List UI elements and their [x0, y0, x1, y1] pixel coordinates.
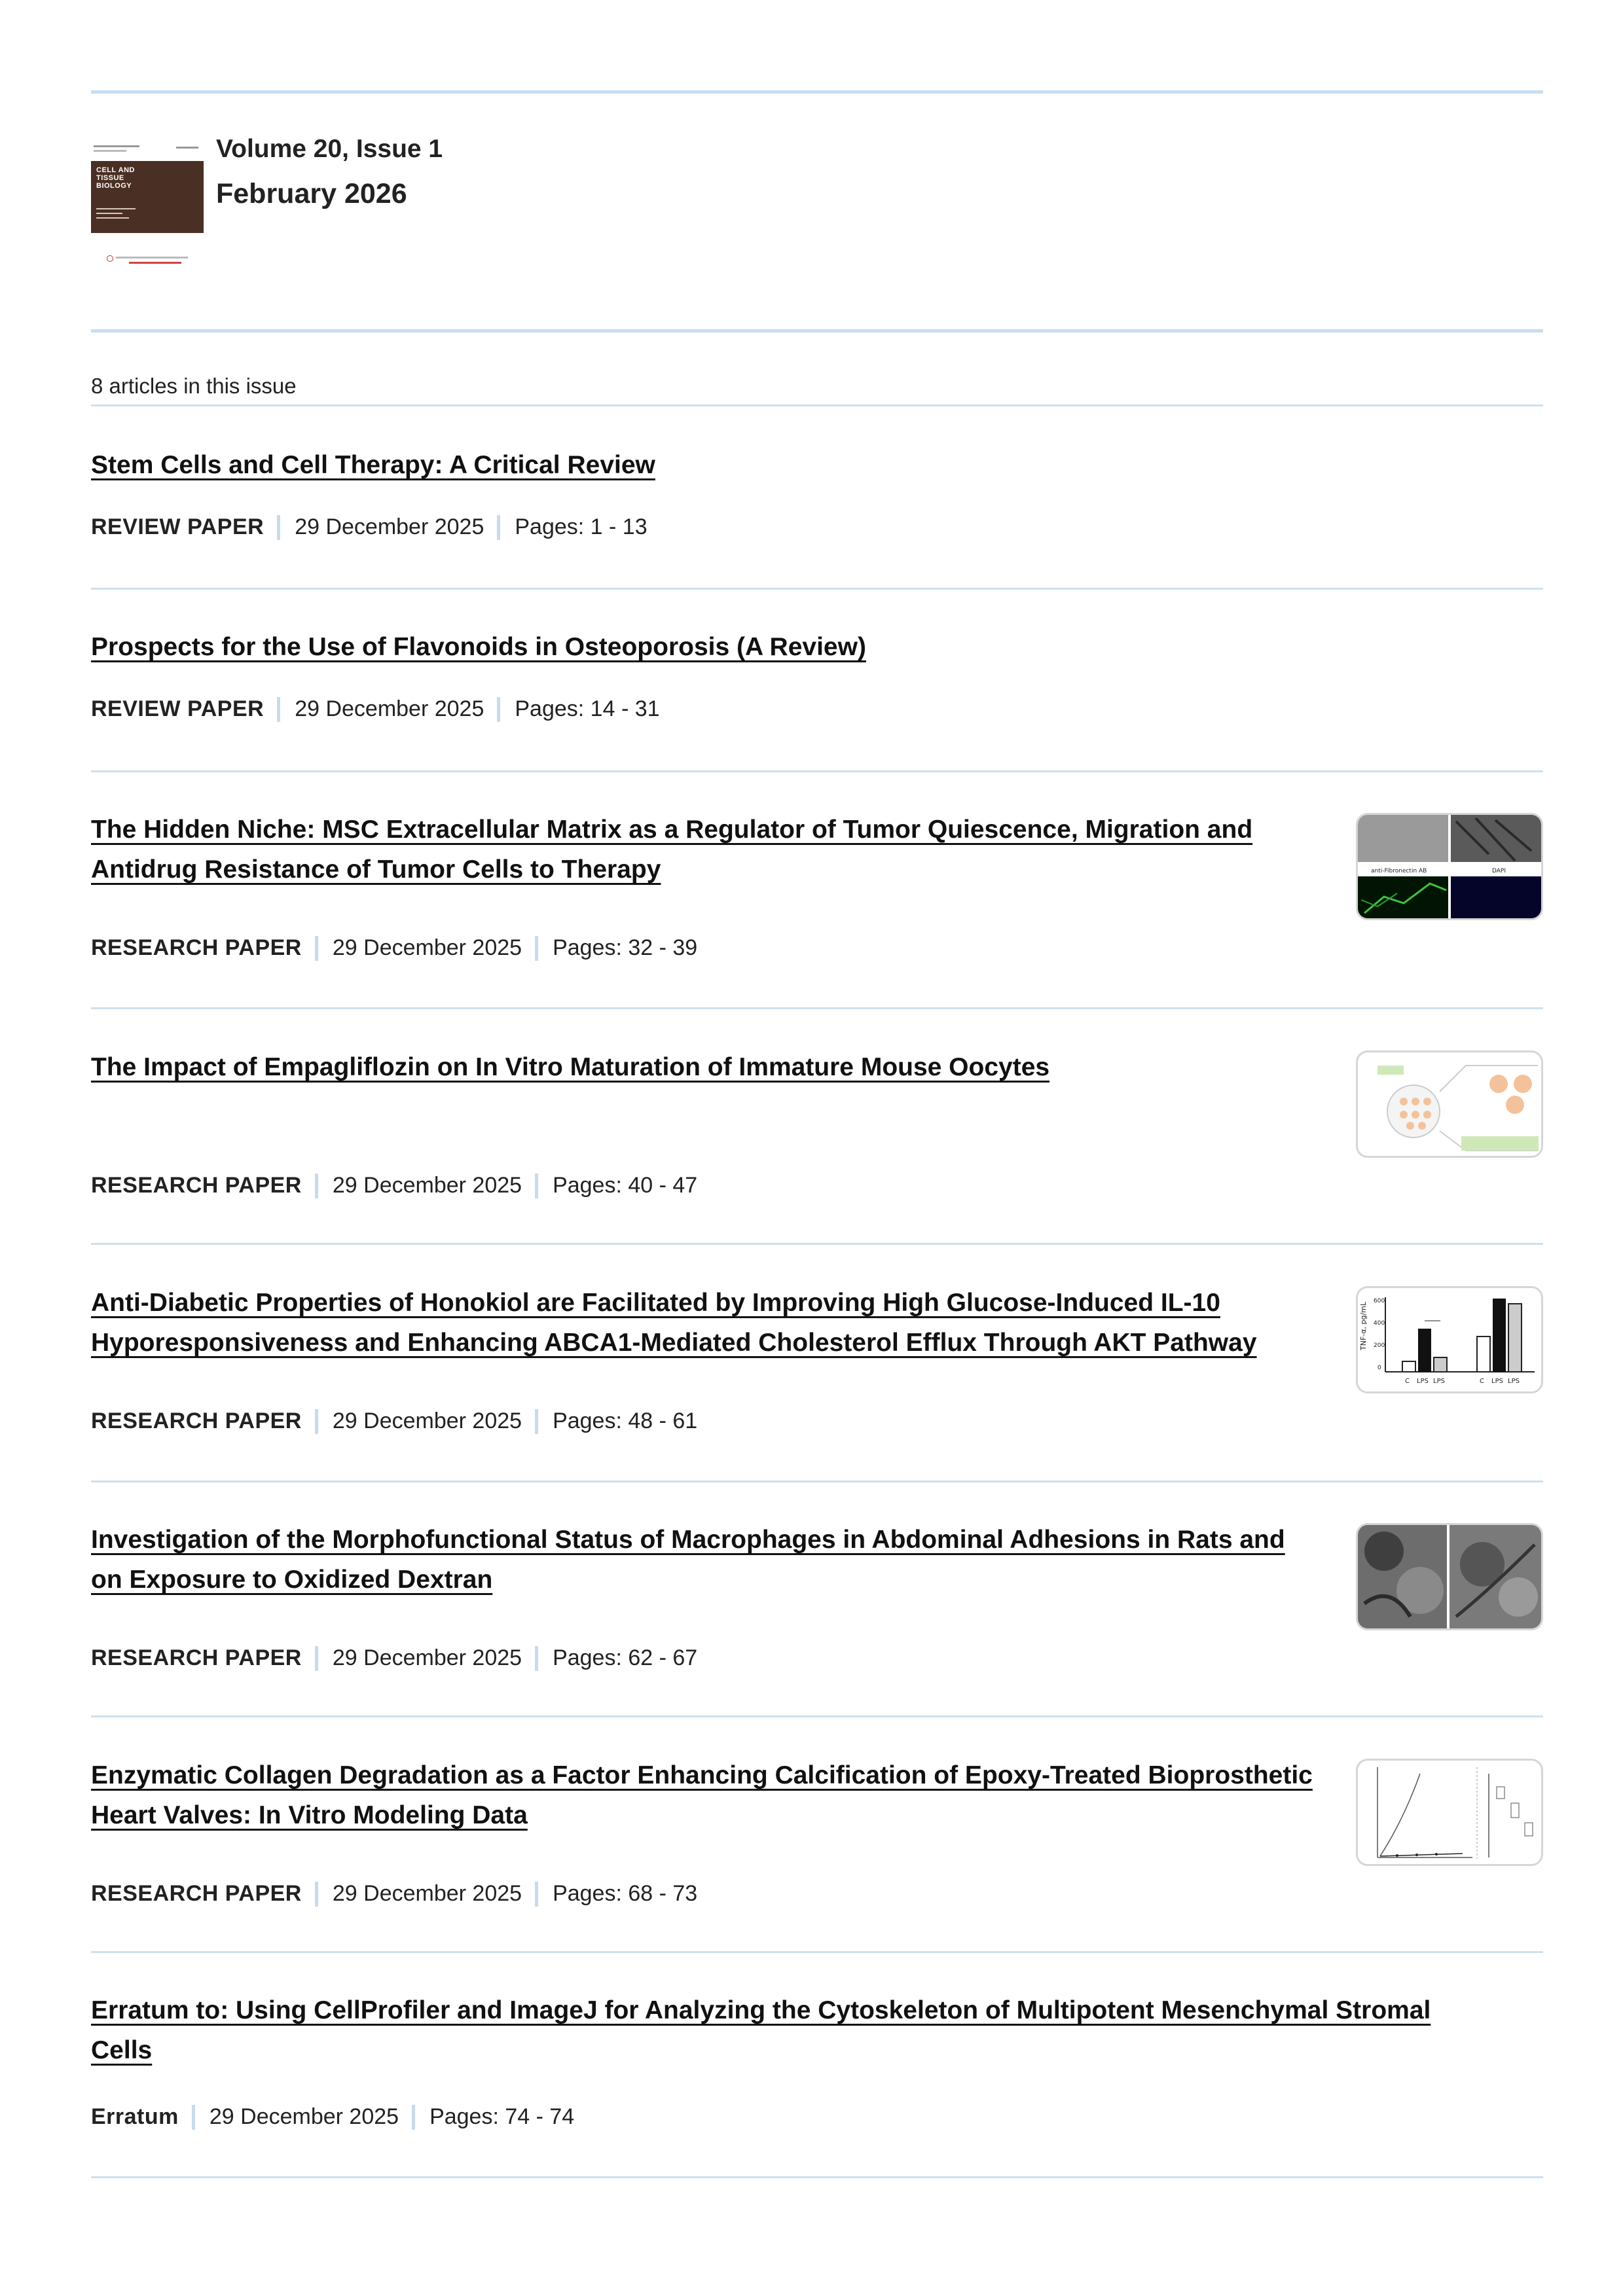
- article-pages: Pages: 68 - 73: [553, 1881, 698, 1906]
- article-divider: [91, 1007, 1543, 1009]
- svg-text:LPS: LPS: [1508, 1378, 1520, 1385]
- article-title-link[interactable]: The Hidden Niche: MSC Extracellular Matrix as a Regulator of Tumor Quiescence, Migration and Antidrug Resistance of Tumor Cells to Therapy: [91, 816, 1253, 884]
- article-divider: [91, 1243, 1543, 1245]
- article-title-link[interactable]: Enzymatic Collagen Degradation as a Factor Enhancing Calcification of Epoxy-Treated Bioprosthetic Heart Valves: In Vitro Modeling Data: [91, 1761, 1313, 1829]
- article-item: [91, 1755, 1543, 1906]
- article-type: RESEARCH PAPER: [91, 1881, 302, 1906]
- article-divider: [91, 2176, 1543, 2178]
- article-meta: [91, 1881, 697, 1907]
- svg-text:600: 600: [1374, 1298, 1385, 1304]
- meta-separator: [497, 697, 500, 722]
- article-pages: Pages: 40 - 47: [553, 1173, 698, 1198]
- microscopy-panels-icon: [1358, 815, 1541, 918]
- meta-separator: [535, 1174, 538, 1198]
- svg-text:LPS: LPS: [1491, 1378, 1503, 1385]
- article-divider: [91, 1480, 1543, 1482]
- thumb-axis-label: TNF-α, pg/mL: [1359, 1301, 1368, 1350]
- article-thumbnail-microscopy[interactable]: [1356, 813, 1543, 920]
- article-item: [91, 1520, 1543, 1670]
- meta-separator: [277, 515, 280, 540]
- thumb-label-fibronectin: anti-Fibronectin AB: [1371, 868, 1427, 874]
- article-date: 29 December 2025: [332, 935, 522, 960]
- article-date: 29 December 2025: [295, 696, 484, 721]
- article-type: REVIEW PAPER: [91, 514, 264, 539]
- svg-text:400: 400: [1374, 1320, 1385, 1327]
- article-pages: Pages: 48 - 61: [553, 1408, 698, 1433]
- meta-separator: [315, 1409, 318, 1434]
- article-title-link[interactable]: Prospects for the Use of Flavonoids in Osteoporosis (A Review): [91, 633, 866, 661]
- article-pages: Pages: 74 - 74: [429, 2104, 575, 2129]
- svg-text:LPS: LPS: [1433, 1378, 1445, 1385]
- article-divider: [91, 1715, 1543, 1717]
- meta-separator: [315, 936, 318, 961]
- cover-title-block: [91, 161, 204, 233]
- article-date: 29 December 2025: [332, 1173, 522, 1198]
- article-item: [91, 1990, 1543, 2129]
- issue-volume: Volume 20, Issue 1: [216, 135, 443, 163]
- article-pages: Pages: 62 - 67: [553, 1645, 698, 1670]
- publisher-logo: [107, 255, 188, 268]
- article-type: RESEARCH PAPER: [91, 1173, 302, 1198]
- article-pages: Pages: 1 - 13: [515, 514, 647, 539]
- article-type: RESEARCH PAPER: [91, 1408, 302, 1433]
- meta-separator: [315, 1882, 318, 1907]
- count-divider: [91, 404, 1543, 406]
- meta-separator: [497, 515, 500, 540]
- top-divider: [91, 90, 1543, 94]
- article-date: 29 December 2025: [332, 1408, 522, 1433]
- article-thumbnail-micrograph[interactable]: [1356, 1523, 1543, 1630]
- article-date: 29 December 2025: [295, 514, 484, 539]
- article-date: 29 December 2025: [332, 1645, 522, 1670]
- article-meta: [91, 1173, 697, 1198]
- oocyte-diagram-icon: [1358, 1052, 1541, 1156]
- article-item: [91, 810, 1543, 960]
- article-title-link[interactable]: The Impact of Empagliflozin on In Vitro Maturation of Immature Mouse Oocytes: [91, 1053, 1050, 1081]
- meta-separator: [535, 1646, 538, 1671]
- meta-separator: [535, 1409, 538, 1434]
- article-title-link[interactable]: Investigation of the Morphofunctional Status of Macrophages in Abdominal Adhesions in Rats and on Exposure to Oxidized Dextran: [91, 1526, 1285, 1594]
- meta-separator: [192, 2105, 195, 2130]
- meta-separator: [535, 1882, 538, 1907]
- article-pages: Pages: 14 - 31: [515, 696, 660, 721]
- article-meta: [91, 2104, 574, 2130]
- electron-micrograph-icon: [1358, 1525, 1541, 1628]
- article-meta: [91, 696, 660, 722]
- article-title-link[interactable]: Erratum to: Using CellProfiler and ImageJ for Analyzing the Cytoskeleton of Multipotent Mesenchymal Stromal Cells: [91, 1996, 1431, 2064]
- meta-separator: [412, 2105, 415, 2130]
- bar-chart-icon: [1358, 1288, 1541, 1391]
- article-item: [91, 1283, 1543, 1433]
- article-thumbnail-oocyte[interactable]: [1356, 1050, 1543, 1158]
- article-meta: [91, 514, 647, 540]
- meta-separator: [315, 1174, 318, 1198]
- meta-separator: [535, 936, 538, 961]
- article-meta: [91, 1645, 697, 1671]
- svg-text:C: C: [1405, 1378, 1410, 1385]
- article-item: [91, 627, 1543, 721]
- article-count: 8 articles in this issue: [91, 374, 297, 398]
- article-title-link[interactable]: Stem Cells and Cell Therapy: A Critical Review: [91, 451, 655, 479]
- thumb-label-dapi: DAPI: [1492, 868, 1506, 874]
- meta-separator: [277, 697, 280, 722]
- article-divider: [91, 1951, 1543, 1953]
- svg-text:200: 200: [1374, 1342, 1385, 1349]
- svg-text:0: 0: [1377, 1365, 1381, 1371]
- article-divider: [91, 770, 1543, 772]
- line-boxplot-icon: [1358, 1761, 1541, 1864]
- header-divider: [91, 329, 1543, 332]
- article-pages: Pages: 32 - 39: [553, 935, 698, 960]
- article-type: RESEARCH PAPER: [91, 935, 302, 960]
- article-meta: [91, 935, 697, 961]
- article-title-link[interactable]: Anti-Diabetic Properties of Honokiol are Facilitated by Improving High Glucose-Induced IL-10 Hyporesponsiveness and Enhancing ABCA1-Mediated Cholesterol Efflux Through AKT Pathway: [91, 1289, 1257, 1357]
- svg-text:LPS: LPS: [1417, 1378, 1429, 1385]
- article-item: [91, 1047, 1543, 1198]
- article-date: 29 December 2025: [332, 1881, 522, 1906]
- article-type: REVIEW PAPER: [91, 696, 264, 721]
- cover-header-lines: [91, 141, 204, 156]
- article-type: RESEARCH PAPER: [91, 1645, 302, 1670]
- article-thumbnail-lineplot[interactable]: [1356, 1759, 1543, 1866]
- article-date: 29 December 2025: [209, 2104, 399, 2129]
- issue-date: February 2026: [216, 178, 407, 209]
- article-item: [91, 445, 1543, 539]
- article-divider: [91, 588, 1543, 590]
- svg-text:C: C: [1480, 1378, 1484, 1385]
- cover-title: CELL AND TISSUE BIOLOGY: [96, 166, 135, 190]
- meta-separator: [315, 1646, 318, 1671]
- article-thumbnail-barchart[interactable]: [1356, 1286, 1543, 1393]
- article-type: Erratum: [91, 2104, 179, 2129]
- article-meta: [91, 1408, 697, 1434]
- journal-cover-image[interactable]: [91, 139, 204, 281]
